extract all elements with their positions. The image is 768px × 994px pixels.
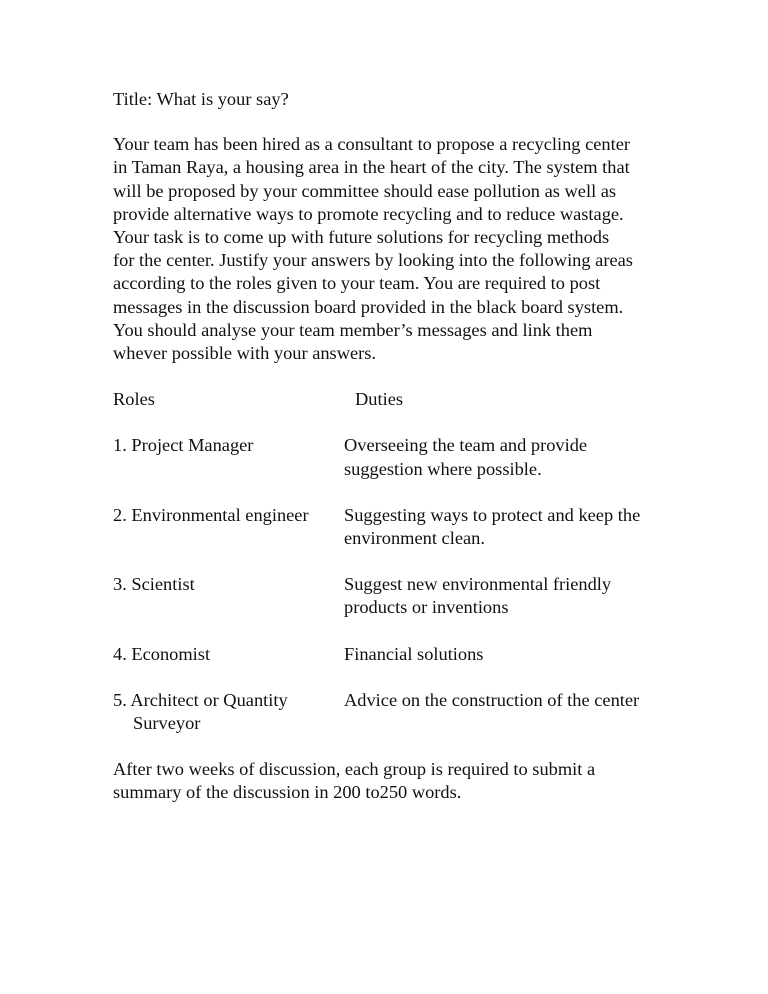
role-line: Surveyor — [133, 713, 201, 734]
role-row-project-manager — [113, 434, 693, 480]
role-line: 3. Scientist — [113, 574, 195, 595]
role-row-environmental-engineer — [113, 504, 693, 550]
intro-line: provide alternative ways to promote recycling and to reduce wastage. — [113, 203, 624, 224]
role-line: 2. Environmental engineer — [113, 504, 309, 525]
role-duty — [344, 504, 693, 550]
closing-line: After two weeks of discussion, each group is required to submit a — [113, 759, 596, 780]
role-row-architect-quantity-surveyor — [113, 689, 693, 735]
role-row-scientist — [113, 573, 693, 619]
role-line: 1. Project Manager — [113, 435, 254, 456]
intro-line: messages in the discussion board provided in the black board system. — [113, 296, 624, 317]
intro-line: according to the roles given to your team. You are required to post — [113, 273, 601, 294]
role-duty — [344, 643, 693, 666]
document-title: Title: What is your say? — [113, 89, 289, 109]
duty-line: Overseeing the team and provide — [344, 435, 588, 456]
role-name — [113, 689, 344, 735]
duty-line: Financial solutions — [344, 643, 484, 664]
intro-line: for the center. Justify your answers by looking into the following areas — [113, 250, 633, 271]
role-line: 4. Economist — [113, 643, 211, 664]
intro-line: You should analyse your team member’s messages and link them — [113, 319, 593, 340]
role-name — [113, 643, 344, 666]
closing-paragraph — [113, 758, 693, 804]
role-duty — [344, 689, 693, 735]
intro-line: whever possible with your answers. — [113, 343, 377, 364]
duty-line: products or inventions — [344, 597, 509, 618]
role-duty — [344, 573, 693, 619]
duty-line: Suggest new environmental friendly — [344, 574, 612, 595]
roles-column-heading: Roles — [113, 389, 155, 410]
duty-line: Suggesting ways to protect and keep the — [344, 504, 641, 525]
intro-paragraph — [113, 133, 693, 365]
role-name — [113, 504, 344, 550]
role-name — [113, 573, 344, 619]
intro-line: will be proposed by your committee should ease pollution as well as — [113, 180, 617, 201]
duty-line: suggestion where possible. — [344, 458, 542, 479]
intro-line: in Taman Raya, a housing area in the heart of the city. The system that — [113, 157, 630, 178]
role-name — [113, 434, 344, 480]
duty-line: environment clean. — [344, 528, 485, 549]
roles-table-header — [113, 388, 693, 411]
role-line: 5. Architect or Quantity — [113, 689, 288, 710]
closing-line: summary of the discussion in 200 to250 words. — [113, 782, 462, 803]
document-body — [113, 88, 693, 805]
role-duty — [344, 434, 693, 480]
duty-line: Advice on the construction of the center — [344, 689, 640, 710]
duties-column-heading: Duties — [355, 389, 404, 410]
intro-line: Your task is to come up with future solutions for recycling methods — [113, 227, 610, 248]
role-row-economist — [113, 643, 693, 666]
intro-line: Your team has been hired as a consultant to propose a recycling center — [113, 134, 630, 155]
